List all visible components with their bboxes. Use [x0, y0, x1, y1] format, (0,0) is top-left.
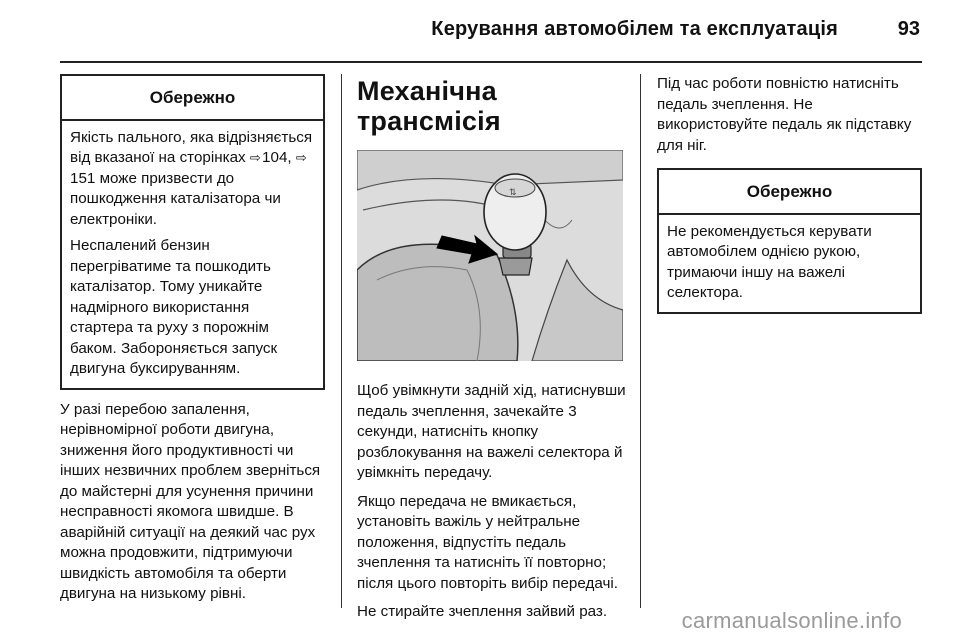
body-paragraph: Не стирайте зчеплення зайвий раз.: [357, 603, 608, 620]
page-reference-icon: ⇨: [295, 150, 307, 165]
page-ref[interactable]: 104: [262, 149, 288, 166]
caution-paragraph: Не рекомендується керувати автомобілем однією рукою, тримаючи іншу на важелі селектора.: [667, 222, 872, 301]
page-ref[interactable]: 151: [70, 169, 96, 187]
body-paragraph: Щоб увімкнути задній хід, натиснувши педаль зчеплення, зачекайте 3 секунди, натисніть кнопку розблокування на важелі селектора й увімкніть передачу.: [357, 382, 626, 481]
section-title: Механічна трансмісія: [357, 76, 501, 136]
caution-text: Якість пального, яка відрізняється від вказаної на сторінках: [70, 128, 313, 166]
caution-body: [659, 215, 920, 312]
caution-body: [62, 121, 323, 388]
caution-box: [657, 168, 922, 314]
caution-heading: Обережно: [659, 170, 920, 215]
column-divider: [640, 74, 641, 608]
svg-text:⇅: ⇅: [509, 187, 517, 197]
column-right: [657, 74, 922, 314]
caution-heading: Обережно: [62, 76, 323, 121]
header-title: Керування автомобілем та експлуатація: [431, 18, 838, 40]
page-number: 93: [897, 18, 920, 40]
caution-box: [60, 74, 325, 390]
caution-text: може призвести до пошкодження каталізатора чи електроніки.: [70, 169, 281, 228]
caution-paragraph: [70, 128, 315, 231]
caution-text: ,: [287, 149, 296, 166]
page-reference-icon: ⇨: [249, 150, 261, 165]
column-middle: [357, 74, 627, 623]
watermark: carmanualsonline.info: [681, 608, 902, 633]
column-left: [60, 74, 325, 605]
body-paragraph: Якщо передача не вмикається, установіть важіль у нейтральне положення, відпустіть педаль зчеплення та натисніть її повторно; після цього повторіть вибір передачі.: [357, 492, 618, 592]
body-paragraph: Під час роботи повністю натисніть педаль зчеплення. Не використовуйте педаль як підставку для ніг.: [657, 75, 912, 154]
page-header: [0, 0, 960, 62]
body-paragraph: У разі перебою запалення, нерівномірної роботи двигуна, зниження його продуктивності чи інших незвичних проблем зверніться до майстерні для усунення причини несправності якомога швидше. В аварійній ситуації на деякий час рух можна продовжити, підтримуючи швидкість автомобіля та оберти двигуна на низькому рівні.: [60, 400, 321, 602]
header-rule: [60, 61, 922, 63]
column-divider: [341, 74, 342, 608]
gear-lever-illustration: [357, 150, 623, 361]
caution-paragraph: Неспалений бензин перегріватиме та пошкодить каталізатор. Тому уникайте надмірного використання стартера та руху з порожнім баком. Забороняється запуск двигуна буксируванням.: [70, 237, 278, 377]
gear-shift-diagram: [357, 150, 623, 361]
